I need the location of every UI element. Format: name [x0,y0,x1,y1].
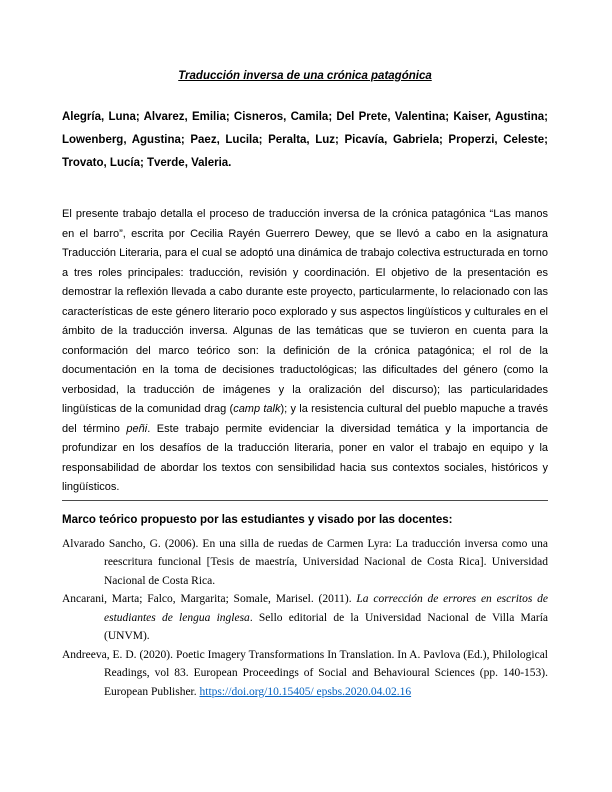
reference-text: . Sello editorial de la Universidad Nacional de Villa María (UNVM). [104,611,548,642]
authors-paragraph: Alegría, Luna; Alvarez, Emilia; Cisneros, Camila; Del Prete, Valentina; Kaiser, Agustina; Lowenberg, Agustina; Paez, Lucila; Peralta, Luz; Picavía, Gabriela; Properzi, Celeste; Trovato, Lucía; Tverde, Valeria. [62,111,548,169]
abstract-italic-camp-talk: camp talk [233,403,281,415]
reference-text: Andreeva, E. D. (2020). Poetic Imagery Transformations In Translation. In A. Pavlova (Ed.), Philological Readings, vol 83. European Proceedings of Social and Behavioural Sciences (pp. 140-153). European Publisher. [62,648,548,698]
reference-item-ancarani [62,590,548,646]
reference-text: Alvarado Sancho, G. (2006). En una silla de ruedas de Carmen Lyra: La traducción inversa como una reescritura funcional [Tesis de maestría, Universidad Nacional de Costa Rica]. Universidad Nacional de Costa Rica. [62,537,548,587]
abstract-paragraph [62,205,548,498]
doi-link[interactable]: https://doi.org/10.15405/ epsbs.2020.04.02.16 [199,685,412,698]
reference-title-italic: La corrección de errores en escritos de estudiantes de lengua inglesa [104,593,548,624]
reference-text: Ancarani, Marta; Falco, Margarita; Somale, Marisel. (2011). [62,593,357,605]
abstract-italic-peni: peñi [126,422,148,435]
page-title: Traducción inversa de una crónica patagónica [178,70,432,82]
section-heading: Marco teórico propuesto por las estudiantes y visado por las docentes: [62,513,453,526]
reference-list [62,535,548,702]
reference-item-andreeva [62,646,548,702]
abstract-text-2: ); y la resistencia cultural del pueblo mapuche a través del término [62,403,549,435]
section-divider [62,500,548,501]
abstract-text-3: . Este trabajo permite evidenciar la diversidad temática y la importancia de profundizar en los desafíos de la traducción literaria, poner en valor el trabajo en equipo y la responsabilidad de abordar los textos con sensibilidad hacia sus contextos sociales, históricos y lingüísticos. [62,422,548,493]
abstract-text-1: El presente trabajo detalla el proceso de traducción inversa de la crónica patagónica “Las manos en el barro”, escrita por Cecilia Rayén Guerrero Dewey, que se llevó a cabo en la asignatura Traducción Literaria, para el cual se adoptó una dinámica de trabajo colectiva estructurada en torno a tres roles principales: traducción, revisión y coordinación. El objetivo de la presentación es demostrar la reflexión llevada a cabo durante este proyecto, particularmente, lo relacionado con las características de este género literario poco explorado y sus aspectos lingüísticos y culturales en el ámbito de la traducción inversa. Algunas de las temáticas que se tuvieron en cuenta para la conformación del marco teórico son: la definición de la crónica patagónica; el rol de la documentación en la toma de decisiones traductológicas; las dificultades del género (como la verbosidad, la traducción de imágenes y la oralización del discurso); las particularidades lingüísticas de la comunidad drag ( [62,208,548,415]
reference-item-alvarado [62,535,548,591]
